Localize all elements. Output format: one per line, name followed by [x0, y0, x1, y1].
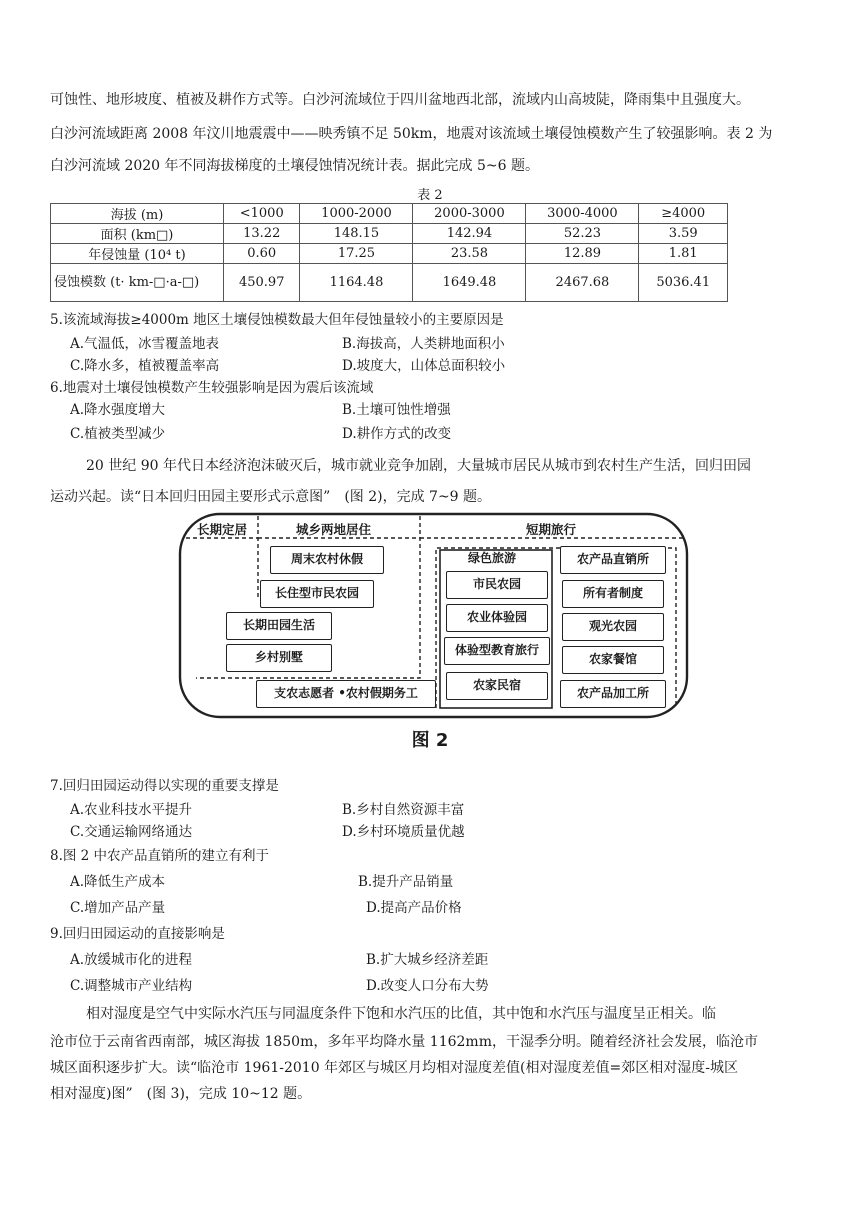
q5-option-d[interactable]: D.坡度大，山体总面积较小 [342, 358, 506, 374]
table-cell: 侵蚀模数 (t· km-□·a-□) [51, 264, 224, 302]
box-village-villa: 乡村别墅 [226, 644, 332, 672]
region-green-tourism-label: 绿色旅游 [468, 551, 517, 565]
table-cell: 1649.48 [413, 264, 526, 302]
box-citizen-garden: 市民农园 [446, 571, 548, 599]
box-agri-experience-park: 农业体验园 [446, 604, 548, 632]
table-cell: 年侵蚀量 (10⁴ t) [51, 244, 224, 264]
table-header-cell: 3000-4000 [526, 204, 639, 224]
q7-option-a[interactable]: A.农业科技水平提升 [70, 802, 193, 818]
box-long-stay-citizen-garden: 长住型市民农园 [260, 580, 374, 608]
table-row [51, 224, 728, 244]
q6-option-b[interactable]: B.土壤可蚀性增强 [342, 402, 451, 418]
box-direct-sales: 农产品直销所 [560, 546, 666, 574]
q8-option-c[interactable]: C.增加产品产量 [70, 900, 166, 916]
q7-stem: 7.回归田园运动得以实现的重要支撑是 [50, 778, 279, 794]
region-long-term-label: 长期定居 [197, 522, 248, 537]
q5-option-a[interactable]: A.气温低，冰雪覆盖地表 [70, 336, 220, 352]
table-header-cell: 海拔 (m) [51, 204, 224, 224]
q5-option-b[interactable]: B.海拔高，人类耕地面积小 [342, 336, 505, 352]
table-row [51, 244, 728, 264]
q6-stem: 6.地震对土壤侵蚀模数产生较强影响是因为震后该流域 [50, 380, 374, 396]
box-sightseeing-farm: 观光农园 [562, 613, 664, 641]
table-cell: 13.22 [224, 224, 300, 244]
table-header-cell: 2000-3000 [413, 204, 526, 224]
q6-option-c[interactable]: C.植被类型减少 [70, 426, 166, 442]
q8-option-d[interactable]: D.提高产品价格 [366, 900, 462, 916]
table-header-row [51, 204, 728, 224]
q7-option-d[interactable]: D.乡村环境质量优越 [342, 824, 465, 840]
region-short-term-label: 短期旅行 [526, 522, 577, 537]
table-cell: 148.15 [300, 224, 413, 244]
table-cell: 52.23 [526, 224, 639, 244]
table-cell: 23.58 [413, 244, 526, 264]
q6-option-d[interactable]: D.耕作方式的改变 [342, 426, 452, 442]
table-cell: 2467.68 [526, 264, 639, 302]
q6-option-a[interactable]: A.降水强度增大 [70, 402, 166, 418]
q7-option-b[interactable]: B.乡村自然资源丰富 [342, 802, 465, 818]
table-row [51, 264, 728, 302]
q9-option-d[interactable]: D.改变人口分布大势 [366, 978, 489, 994]
box-long-term-rural-life: 长期田园生活 [226, 612, 332, 640]
q9-option-b[interactable]: B.扩大城乡经济差距 [366, 952, 489, 968]
table-cell: 12.89 [526, 244, 639, 264]
q7-option-c[interactable]: C.交通运输网络通达 [70, 824, 193, 840]
q5-stem: 5.该流域海拔≥4000m 地区土壤侵蚀模数最大但年侵蚀量较小的主要原因是 [50, 312, 504, 328]
passage3-line-4: 相对湿度)图” (图 3)，完成 10~12 题。 [50, 1086, 312, 1102]
box-processing-plant: 农产品加工所 [560, 680, 666, 708]
q8-stem: 8.图 2 中农产品直销所的建立有利于 [50, 848, 270, 864]
q9-option-c[interactable]: C.调整城市产业结构 [70, 978, 193, 994]
box-farm-stay: 农家民宿 [446, 672, 548, 700]
q9-stem: 9.回归田园运动的直接影响是 [50, 926, 225, 942]
passage2-line-1: 20 世纪 90 年代日本经济泡沫破灭后，城市就业竞争加剧，大量城市居民从城市到农村生产生活，回归田园 [86, 458, 751, 474]
passage3-line-1: 相对湿度是空气中实际水汽压与同温度条件下饱和水汽压的比值，其中饱和水汽压与温度呈正相关。临 [86, 1006, 716, 1022]
intro-line-1: 可蚀性、地形坡度、植被及耕作方式等。白沙河流域位于四川盆地西北部，流域内山高坡陡，降雨集中且强度大。 [50, 92, 750, 108]
intro-line-3: 白沙河流域 2020 年不同海拔梯度的土壤侵蚀情况统计表。据此完成 5~6 题。 [50, 158, 539, 174]
figure2-title: 图 2 [411, 730, 449, 751]
box-weekend-rural-vacation: 周末农村休假 [270, 546, 384, 574]
table-cell: 面积 (km□) [51, 224, 224, 244]
table-caption: 表 2 [417, 188, 443, 203]
box-volunteer-holiday-work: 支农志愿者 •农村假期务工 [256, 680, 436, 708]
passage2-line-2: 运动兴起。读“日本回归田园主要形式示意图” (图 2)，完成 7~9 题。 [50, 489, 492, 505]
table-header-cell: 1000-2000 [300, 204, 413, 224]
table-cell: 142.94 [413, 224, 526, 244]
table-cell: 450.97 [224, 264, 300, 302]
table-cell: 0.60 [224, 244, 300, 264]
box-experiential-edu-travel: 体验型教育旅行 [444, 637, 550, 665]
region-dual-residence-label: 城乡两地居住 [296, 522, 372, 537]
q8-option-b[interactable]: B.提升产品销量 [358, 874, 454, 890]
passage3-line-3: 城区面积逐步扩大。读“临沧市 1961-2010 年郊区与城区月均相对湿度差值(相对湿度差值=郊区相对湿度-城区 [50, 1060, 738, 1076]
table-cell: 17.25 [300, 244, 413, 264]
box-farm-restaurant: 农家餐馆 [562, 646, 664, 674]
passage3-line-2: 沧市位于云南省西南部，城区海拔 1850m，多年平均降水量 1162mm，干湿季分明。随着经济社会发展，临沧市 [50, 1034, 758, 1050]
box-owner-system: 所有者制度 [562, 580, 664, 608]
table-header-cell: <1000 [224, 204, 300, 224]
table-cell: 1164.48 [300, 264, 413, 302]
table-cell: 3.59 [639, 224, 728, 244]
table-cell: 1.81 [639, 244, 728, 264]
table-cell: 5036.41 [639, 264, 728, 302]
erosion-table [50, 203, 728, 302]
table-header-cell: ≥4000 [639, 204, 728, 224]
intro-line-2: 白沙河流域距离 2008 年汶川地震震中——映秀镇不足 50km，地震对该流域土壤侵蚀模数产生了较强影响。表 2 为 [50, 126, 773, 142]
q5-option-c[interactable]: C.降水多，植被覆盖率高 [70, 358, 220, 374]
q9-option-a[interactable]: A.放缓城市化的进程 [70, 952, 193, 968]
q8-option-a[interactable]: A.降低生产成本 [70, 874, 166, 890]
